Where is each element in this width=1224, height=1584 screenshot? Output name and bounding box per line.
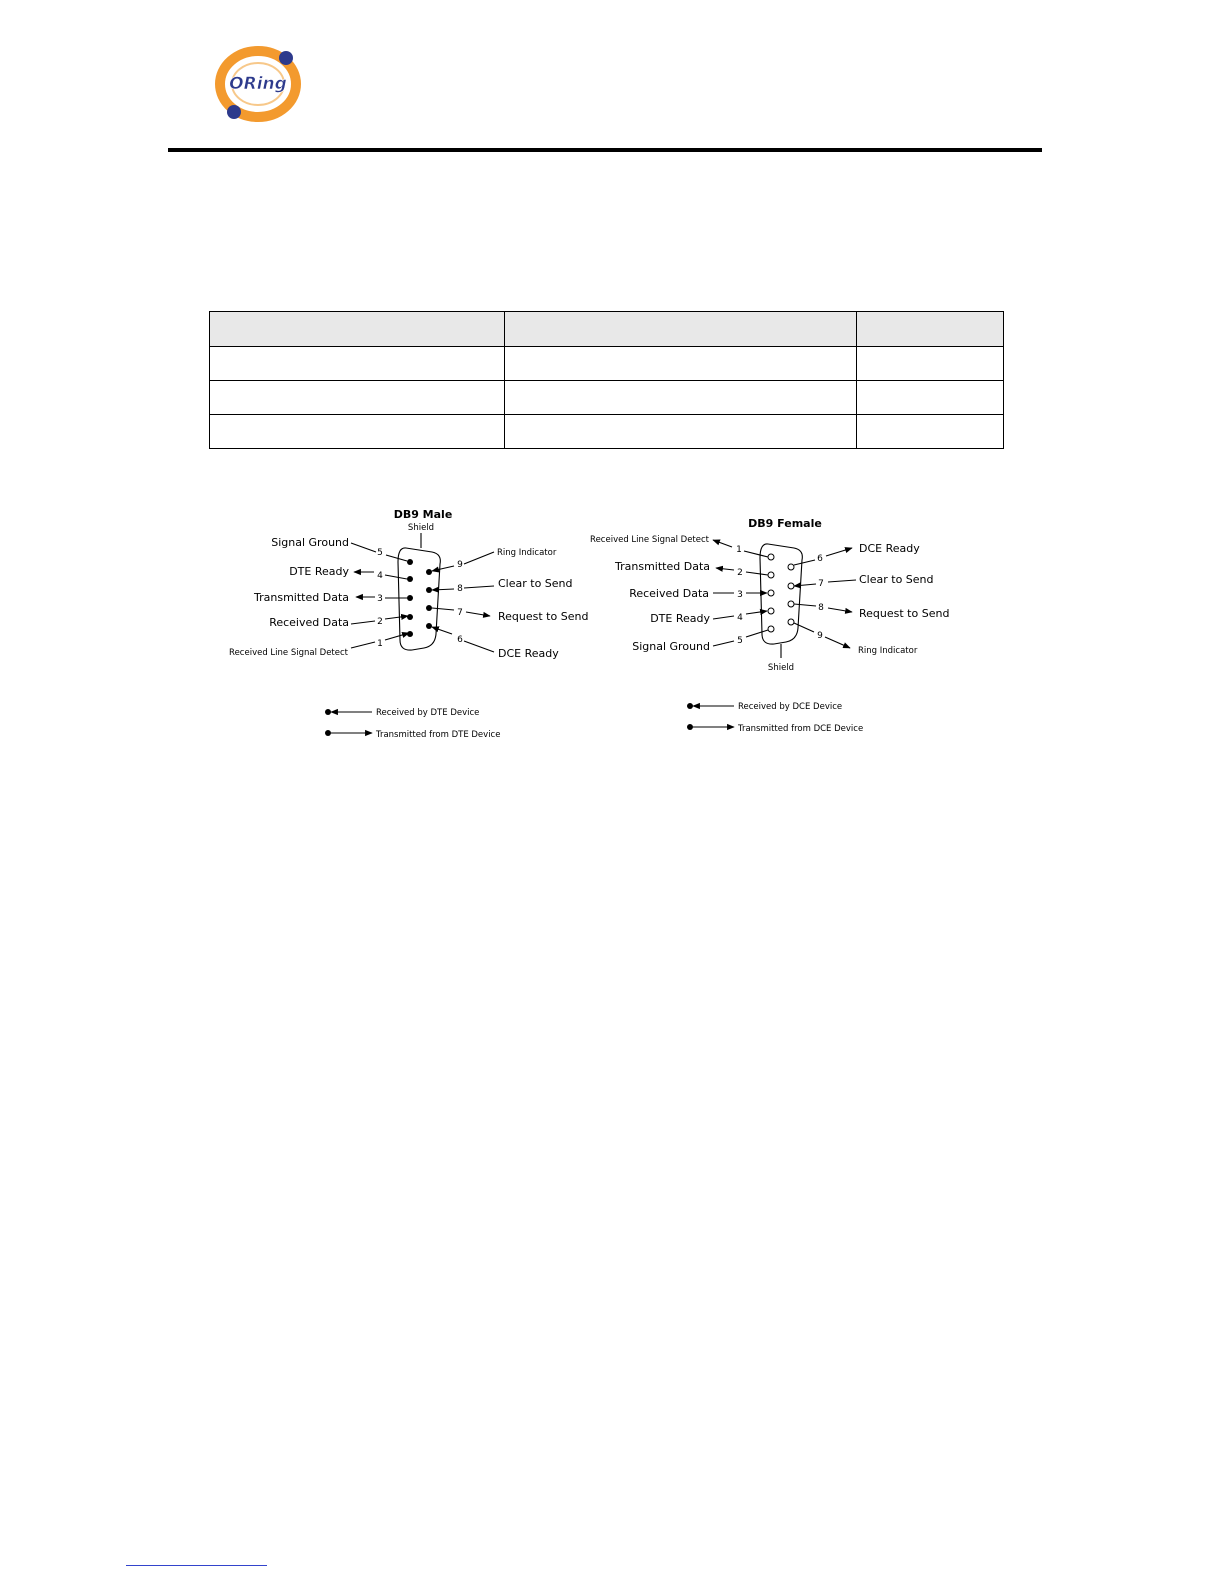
table-cell (210, 415, 505, 449)
female-title: DB9 Female (748, 517, 822, 530)
svg-text:3: 3 (377, 594, 383, 604)
female-label-signal-ground: Signal Ground (632, 640, 710, 653)
male-legend (325, 708, 500, 740)
table-row (210, 415, 1004, 449)
svg-text:4: 4 (737, 613, 743, 623)
header-rule (168, 148, 1042, 152)
female-right-pins (788, 548, 856, 648)
female-legend-transmitted: Transmitted from DCE Device (738, 724, 864, 734)
male-legend-transmitted: Transmitted from DTE Device (376, 730, 501, 740)
logo-dot-bottom (227, 105, 241, 119)
pin-table (209, 311, 1004, 449)
female-left-pins (713, 540, 774, 646)
db9-male (229, 508, 588, 740)
table-cell (210, 381, 505, 415)
svg-text:1: 1 (377, 639, 383, 649)
svg-text:6: 6 (817, 554, 823, 564)
svg-text:2: 2 (737, 568, 743, 578)
female-label-ring-indicator: Ring Indicator (858, 646, 918, 656)
male-left-pins (351, 543, 413, 649)
svg-text:1: 1 (736, 545, 742, 555)
svg-text:8: 8 (818, 603, 824, 613)
svg-text:5: 5 (737, 636, 743, 646)
male-title: DB9 Male (393, 508, 453, 521)
table-header-cell (210, 312, 505, 347)
female-label-transmitted-data: Transmitted Data (615, 560, 710, 573)
table-row (210, 347, 1004, 381)
svg-text:7: 7 (818, 579, 824, 589)
female-connector-shell (760, 544, 802, 644)
svg-text:4: 4 (377, 571, 383, 581)
male-label-clear-to-send: Clear to Send (498, 577, 573, 590)
male-label-rlsd: Received Line Signal Detect (229, 648, 348, 658)
male-label-received-data: Received Data (269, 616, 349, 629)
footer-link-underline[interactable] (126, 1565, 267, 1566)
logo-text: ORing (229, 74, 287, 94)
svg-text:5: 5 (377, 548, 383, 558)
oring-logo (214, 44, 306, 124)
table-cell (210, 347, 505, 381)
table-row (210, 381, 1004, 415)
male-label-dte-ready: DTE Ready (289, 565, 349, 578)
table-cell (857, 381, 1004, 415)
svg-text:6: 6 (457, 635, 463, 645)
female-label-received-data: Received Data (629, 587, 709, 600)
table-cell (857, 347, 1004, 381)
table-cell (505, 415, 857, 449)
logo-dot-top (279, 51, 293, 65)
female-label-dce-ready: DCE Ready (859, 542, 920, 555)
table-cell (505, 381, 857, 415)
svg-text:3: 3 (737, 590, 743, 600)
male-label-transmitted-data: Transmitted Data (254, 591, 349, 604)
female-label-request-to-send: Request to Send (859, 607, 950, 620)
male-right-pins (426, 552, 494, 652)
svg-text:8: 8 (457, 584, 463, 594)
female-legend (687, 702, 863, 734)
table-cell (857, 415, 1004, 449)
male-label-signal-ground: Signal Ground (271, 536, 349, 549)
table-cell (505, 347, 857, 381)
table-header-cell (857, 312, 1004, 347)
svg-text:2: 2 (377, 617, 383, 627)
female-label-rlsd: Received Line Signal Detect (590, 535, 709, 545)
female-shield-label: Shield (767, 663, 795, 673)
male-legend-received: Received by DTE Device (376, 708, 480, 718)
male-shield-label: Shield (407, 523, 435, 533)
svg-text:9: 9 (457, 560, 463, 570)
svg-text:7: 7 (457, 608, 463, 618)
db9-pinout-diagram (220, 500, 1000, 760)
male-label-ring-indicator: Ring Indicator (497, 548, 557, 558)
female-label-clear-to-send: Clear to Send (859, 573, 934, 586)
male-label-dce-ready: DCE Ready (498, 647, 559, 660)
table-header-cell (505, 312, 857, 347)
svg-text:9: 9 (817, 631, 823, 641)
male-label-request-to-send: Request to Send (498, 610, 589, 623)
female-legend-received: Received by DCE Device (738, 702, 843, 712)
table-header-row (210, 312, 1004, 347)
female-label-dte-ready: DTE Ready (650, 612, 710, 625)
db9-female (590, 517, 949, 734)
